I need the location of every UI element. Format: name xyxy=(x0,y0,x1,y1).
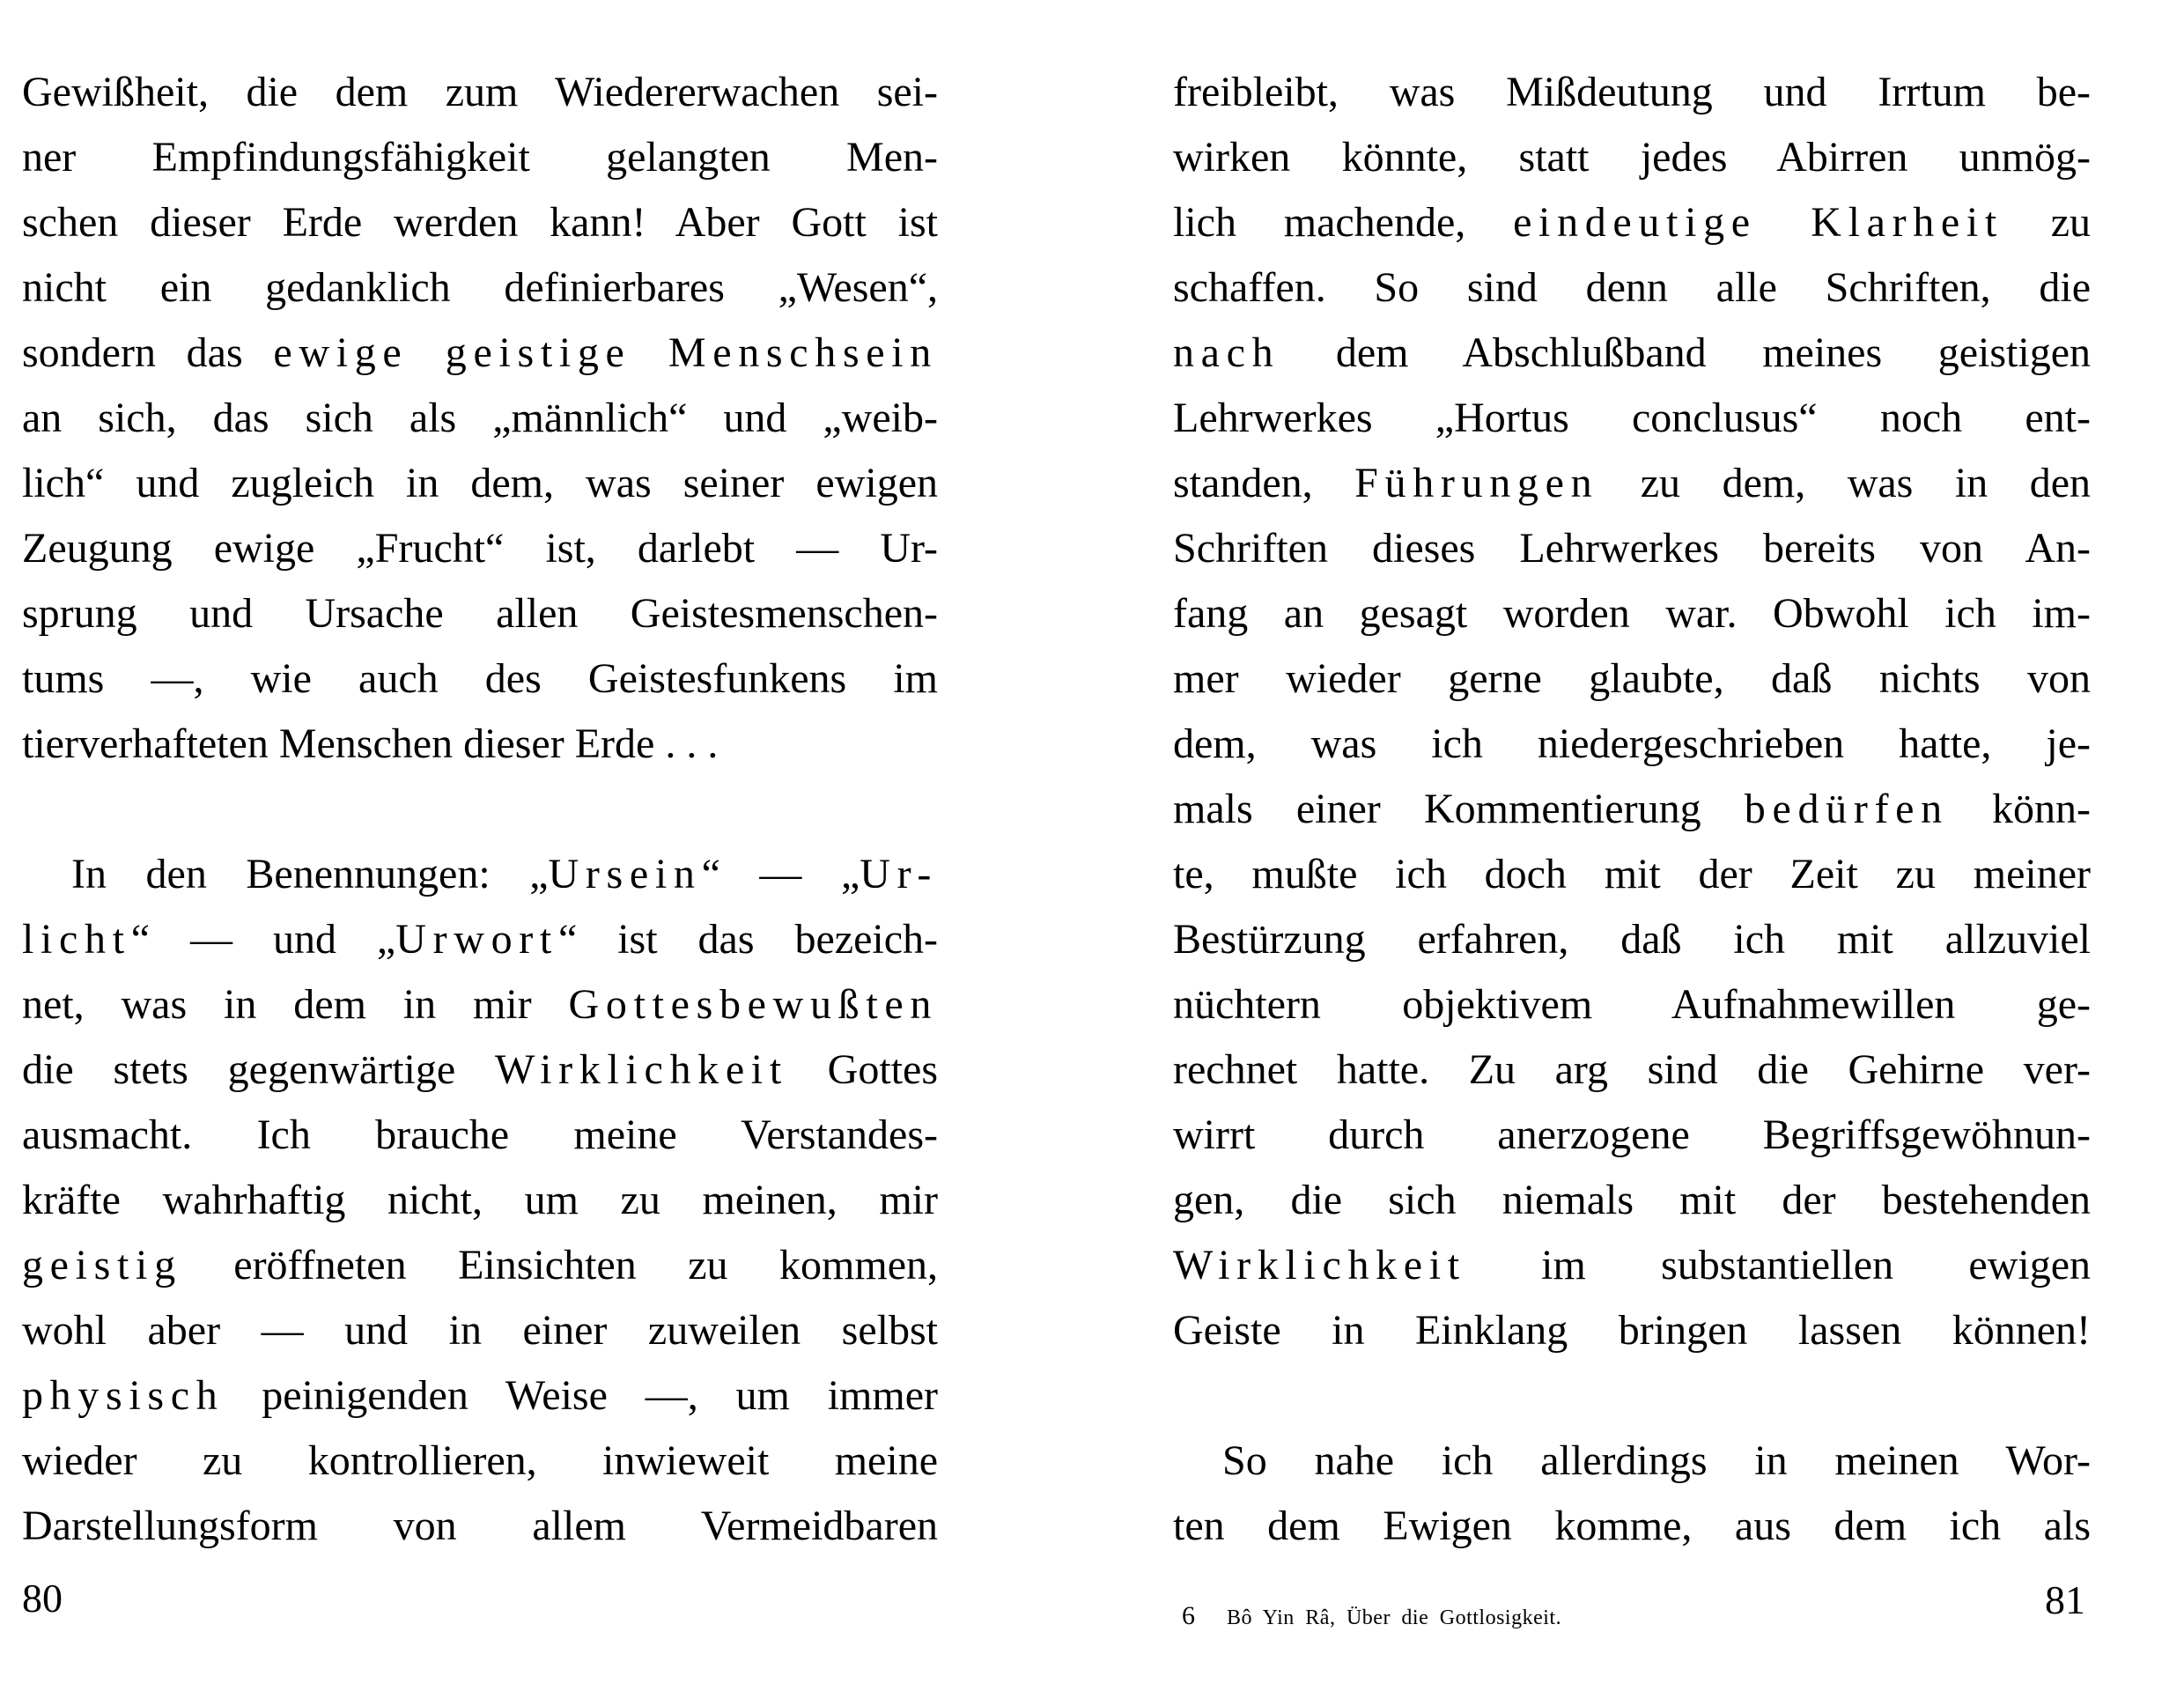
text-line: licht“ — und „Urwort“ ist das bezeich- xyxy=(22,916,938,963)
text-line: tierverhafteten Menschen dieser Erde . . . xyxy=(22,720,719,767)
text-line: wohl aber — und in einer zuweilen selbst xyxy=(22,1307,938,1354)
text-line: Schriften dieses Lehrwerkes bereits von An- xyxy=(1173,525,2091,572)
text-line: rechnet hatte. Zu arg sind die Gehirne ver- xyxy=(1173,1046,2091,1093)
text-line: Gewißheit, die dem zum Wiedererwachen sei- xyxy=(22,69,938,115)
text-line: geistig eröffneten Einsichten zu kommen, xyxy=(22,1242,938,1289)
text-line: In den Benennungen: „Ursein“ — „Ur- xyxy=(71,851,939,897)
text-line: schaffen. So sind denn alle Schriften, die xyxy=(1173,264,2091,311)
text-line: Darstellungsform von allem Vermeidbaren xyxy=(22,1503,938,1549)
text-line: So nahe ich allerdings in meinen Wor- xyxy=(1222,1437,2091,1484)
text-line: ausmacht. Ich brauche meine Verstandes- xyxy=(22,1111,938,1158)
text-line: nicht ein gedanklich definierbares „Wesen“, xyxy=(22,264,938,311)
text-line: mals einer Kommentierung bedürfen könn- xyxy=(1173,786,2092,832)
right-page-number: 81 xyxy=(2045,1577,2085,1622)
text-line: lich machende, eindeutige Klarheit zu xyxy=(1173,199,2092,246)
text-line: nach dem Abschlußband meines geistigen xyxy=(1173,329,2091,376)
text-line: ten dem Ewigen komme, aus dem ich als xyxy=(1173,1503,2091,1549)
text-line: schen dieser Erde werden kann! Aber Gott ist xyxy=(22,199,938,246)
text-line: Geiste in Einklang bringen lassen können! xyxy=(1173,1307,2091,1354)
signature-number: 6 xyxy=(1182,1601,1195,1630)
text-line: standen, Führungen zu dem, was in den xyxy=(1173,460,2092,506)
text-line: die stets gegenwärtige Wirklichkeit Gottes xyxy=(22,1046,938,1093)
text-line: net, was in dem in mir Gottesbewußten xyxy=(22,981,938,1028)
text-line: dem, was ich niedergeschrieben hatte, je- xyxy=(1173,720,2091,767)
text-line: wirken könnte, statt jedes Abirren unmög- xyxy=(1173,134,2091,181)
text-line: sondern das ewige geistige Menschsein xyxy=(22,329,938,376)
text-line: wieder zu kontrollieren, inwieweit meine xyxy=(22,1437,938,1484)
text-line: kräfte wahrhaftig nicht, um zu meinen, mir xyxy=(22,1177,938,1223)
text-line: freibleibt, was Mißdeutung und Irrtum be- xyxy=(1173,69,2091,115)
text-line: Lehrwerkes „Hortus conclusus“ noch ent- xyxy=(1173,395,2091,441)
text-line: mer wieder gerne glaubte, daß nichts von xyxy=(1173,655,2091,702)
text-line: Bestürzung erfahren, daß ich mit allzuviel xyxy=(1173,916,2091,963)
text-line: lich“ und zugleich in dem, was seiner ewigen xyxy=(22,460,938,506)
running-title: Bô Yin Râ, Über die Gottlosigkeit. xyxy=(1227,1606,1562,1629)
left-page-text xyxy=(22,60,938,1559)
text-line: fang an gesagt worden war. Obwohl ich im- xyxy=(1173,590,2091,637)
text-line: tums —, wie auch des Geistesfunkens im xyxy=(22,655,938,702)
text-line: sprung und Ursache allen Geistesmenschen- xyxy=(22,590,938,637)
text-line: wirrt durch anerzogene Begriffsgewöhnun- xyxy=(1173,1111,2091,1158)
page-footer xyxy=(1182,1603,1561,1631)
text-line: an sich, das sich als „männlich“ und „weib- xyxy=(22,395,938,441)
text-line: te, mußte ich doch mit der Zeit zu meiner xyxy=(1173,851,2091,897)
text-line: gen, die sich niemals mit der bestehenden xyxy=(1173,1177,2091,1223)
text-line: Wirklichkeit im substantiellen ewigen xyxy=(1173,1242,2091,1289)
text-line: nüchtern objektivem Aufnahmewillen ge- xyxy=(1173,981,2091,1028)
paragraph-spacer xyxy=(22,777,938,842)
text-line: physisch peinigenden Weise —, um immer xyxy=(22,1372,938,1419)
right-page-text xyxy=(1173,60,2091,1559)
left-page-number: 80 xyxy=(22,1576,63,1621)
text-line: ner Empfindungsfähigkeit gelangten Men- xyxy=(22,134,938,181)
text-line: Zeugung ewige „Frucht“ ist, darlebt — Ur- xyxy=(22,525,938,572)
paragraph-spacer xyxy=(1173,1363,2091,1429)
